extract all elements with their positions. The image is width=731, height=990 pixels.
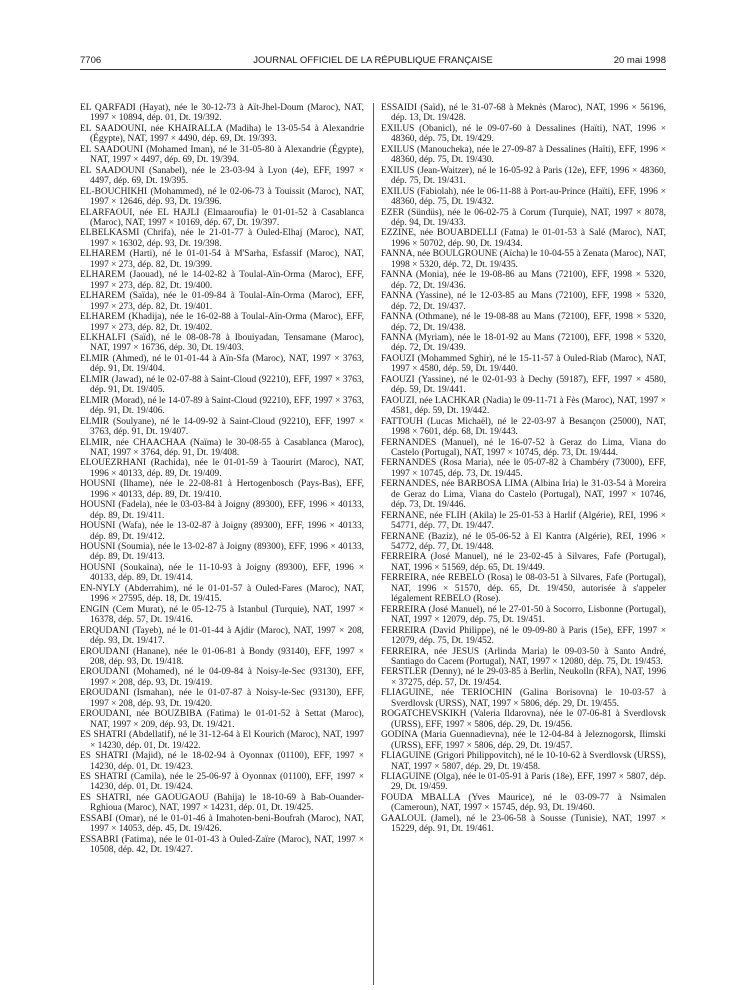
list-item: EROUDANI (Hanane), née le 01-06-81 à Bondy (93140), EFF, 1997 × 208, dép. 93, Dt. 19/418. <box>80 646 364 668</box>
list-item: FERSTLER (Denny), né le 29-03-85 à Berlin, Neukolln (RFA), NAT, 1996 × 37275, dép. 57, Dt. 19/454. <box>381 667 666 688</box>
list-item: EROUDANI (Mohamed), né le 04-09-84 à Noisy-le-Sec (93130), EFF, 1997 × 208, dép. 93, Dt. 19/419. <box>80 667 364 688</box>
list-item: EROUDANI (Ismahan), née le 01-07-87 à Noisy-le-Sec (93130), EFF, 1997 × 208, dép. 93, Dt. 19/420. <box>80 688 364 709</box>
list-item: ESSABRI (Fatima), née le 01-01-43 à Ouled-Zaïre (Maroc), NAT, 1997 × 10508, dép. 42, Dt. 19/427. <box>80 834 364 856</box>
list-item: ELMIR (Ahmed), né le 01-01-44 à Aïn-Sfa (Maroc), NAT, 1997 × 3763, dép. 91, Dt. 19/404. <box>80 353 364 375</box>
list-item: FANNA (Yassine), né le 12-03-85 au Mans (72100), EFF, 1998 × 5320, dép. 72, Dt. 19/437. <box>381 291 666 312</box>
list-item: FANNA, née BOULGROUNE (Aïcha) le 10-04-55 à Zenata (Maroc), NAT, 1998 × 5320, dép. 72, Dt. 19/435. <box>381 249 666 270</box>
list-item: ELHAREM (Jaouad), né le 14-02-82 à Toulal-Aïn-Orma (Maroc), EFF, 1997 × 273, dép. 82, Dt. 19/400. <box>80 270 364 291</box>
list-item: FANNA (Myriam), née le 18-01-92 au Mans (72100), EFF, 1998 × 5320, dép. 72, Dt. 19/439. <box>381 332 666 354</box>
list-item: ELHAREM (Saïda), née le 01-09-84 à Toulal-Aïn-Orma (Maroc), EFF, 1997 × 273, dép. 82, Dt. 19/401. <box>80 291 364 312</box>
list-item: ELMIR (Morad), né le 14-07-89 à Saint-Cloud (92210), EFF, 1997 × 3763, dép. 91, Dt. 19/406. <box>80 395 364 417</box>
list-item: ROGATCHEVSKIKH (Valeria Ildarovna), née le 07-06-81 à Sverdlovsk (URSS), EFF, 1997 × 5806, dép. 29, Dt. 19/456. <box>381 709 666 730</box>
list-item: ELOUEZRHANI (Rachida), née le 01-01-59 à Taourirt (Maroc), NAT, 1996 × 40133, dép. 89, Dt. 19/409. <box>80 458 364 479</box>
list-item: ERQUDANI (Tayeb), né le 01-01-44 à Ajdir (Maroc), NAT, 1997 × 208, dép. 93, Dt. 19/417. <box>80 625 364 647</box>
list-item: ENGIN (Cem Murat), né le 05-12-75 à Istanbul (Turquie), NAT, 1997 × 16378, dép. 57, Dt. 19/416. <box>80 604 364 626</box>
left-column <box>80 103 364 856</box>
list-item: FOUDA MBALLA (Yves Maurice), né le 03-09-77 à Nsimalen (Cameroun), NAT, 1997 × 15745, dép. 93, Dt. 19/460. <box>381 792 666 814</box>
list-item: ELKHALFI (Saïd), né le 08-08-78 à Ibouiyadan, Tensamane (Maroc), NAT, 1997 × 16736, dép. 30, Dt. 19/403. <box>80 332 364 354</box>
column-divider <box>373 103 374 985</box>
page-number: 7706 <box>80 55 102 66</box>
list-item: ELARFAOUI, née EL HAJLI (Elmaaroufia) le 01-01-52 à Casablanca (Maroc), NAT, 1997 × 10169, dép. 67, Dt. 19/397. <box>80 207 364 228</box>
list-item: HOUSNI (Soumia), née le 13-02-87 à Joigny (89300), EFF, 1996 × 40133, dép. 89, Dt. 19/413. <box>80 542 364 563</box>
list-item: HOUSNI (Wafa), née le 13-02-87 à Joigny (89300), EFF, 1996 × 40133, dép. 89, Dt. 19/412. <box>80 521 364 542</box>
list-item: EL SAADOUNI (Mohamed Iman), né le 31-05-80 à Alexandrie (Égypte), NAT, 1997 × 4497, dép. 69, Dt. 19/394. <box>80 144 364 166</box>
list-item: EN-NYLY (Abderrahim), né le 01-01-57 à Ouled-Fares (Maroc), NAT, 1996 × 27595, dép. 18, Dt. 19/415. <box>80 583 364 605</box>
page-header <box>80 55 666 69</box>
list-item: ELMIR (Jawad), né le 02-07-88 à Saint-Cloud (92210), EFF, 1997 × 3763, dép. 91, Dt. 19/405. <box>80 374 364 396</box>
header-rule <box>80 69 666 70</box>
list-item: FERNANDES (Rosa Maria), née le 05-07-82 à Chambéry (73000), EFF, 1997 × 10745, dép. 73, Dt. 19/445. <box>381 458 666 479</box>
list-item: FERREIRA (David Philippe), né le 09-09-80 à Paris (15e), EFF, 1997 × 12079, dép. 75, Dt. 19/452. <box>381 625 666 647</box>
list-item: EL SAADOUNI (Sanabel), née le 23-03-94 à Lyon (4e), EFF, 1997 × 4497, dép. 69, Dt. 19/395. <box>80 165 364 187</box>
list-item: ELHAREM (Harti), né le 01-01-54 à M'Sarha, Esfassif (Maroc), NAT, 1997 × 273, dép. 82, Dt. 19/399. <box>80 249 364 270</box>
right-column <box>381 103 666 835</box>
issue-date: 20 mai 1998 <box>613 55 666 66</box>
list-item: ELMIR, née CHAACHAA (Naïma) le 30-08-55 à Casablanca (Maroc), NAT, 1997 × 3764, dép. 91, Dt. 19/408. <box>80 437 364 458</box>
list-item: EXILUS (Manoucheka), née le 27-09-87 à Dessalines (Haïti), EFF, 1996 × 48360, dép. 75, Dt. 19/430. <box>381 144 666 166</box>
list-item: FERREIRA, née JESUS (Arlinda Maria) le 09-03-50 à Santo André, Santiago do Cacem (Portugal), NAT, 1997 × 12080, dép. 75, Dt. 19/453. <box>381 646 666 668</box>
list-item: FERNANE (Baziz), né le 05-06-52 à El Kantra (Algérie), REI, 1996 × 54772, dép. 77, Dt. 19/448. <box>381 531 666 553</box>
list-item: EL QARFADI (Hayat), née le 30-12-73 à Aït-Jhel-Doum (Maroc), NAT, 1997 × 10894, dép. 01, Dt. 19/392. <box>80 103 364 124</box>
list-item: EXILUS (Fabiolah), née le 06-11-88 à Port-au-Prince (Haïti), EFF, 1996 × 48360, dép. 75, Dt. 19/432. <box>381 186 666 208</box>
list-item: EL-BOUCHIKHI (Mohammed), né le 02-06-73 à Touissit (Maroc), NAT, 1997 × 12646, dép. 93, Dt. 19/396. <box>80 186 364 208</box>
list-item: FERNANE, née FLIH (Akila) le 25-01-53 à Harlif (Algérie), REI, 1996 × 54771, dép. 77, Dt. 19/447. <box>381 510 666 532</box>
list-item: FAOUZI (Yassine), né le 02-01-93 à Dechy (59187), EFF, 1997 × 4580, dép. 59, Dt. 19/441. <box>381 374 666 396</box>
list-item: GODINA (Maria Guennadievna), née le 12-04-84 à Jeleznogorsk, Ilimski (URSS), EFF, 1997 × 5806, dép. 29, Dt. 19/457. <box>381 730 666 751</box>
list-item: EZER (Sündüs), née le 06-02-75 à Corum (Turquie), NAT, 1997 × 8078, dép. 94, Dt. 19/433. <box>381 207 666 228</box>
list-item: EXILUS (Obanicl), né le 09-07-60 à Dessalines (Haïti), NAT, 1996 × 48360, dép. 75, Dt. 19/429. <box>381 123 666 145</box>
list-item: FERREIRA (José Manuel), né le 23-02-45 à Silvares, Fafe (Portugal), NAT, 1996 × 51569, dép. 65, Dt. 19/449. <box>381 552 666 573</box>
list-item: FAOUZI (Mohammed Sghir), né le 15-11-57 à Ouled-Riab (Maroc), NAT, 1997 × 4580, dép. 59, Dt. 19/440. <box>381 353 666 375</box>
list-item: EZZINE, née BOUABDELLI (Fatna) le 01-01-53 à Salé (Maroc), NAT, 1996 × 50702, dép. 90, Dt. 19/434. <box>381 228 666 249</box>
list-item: ES SHATRI (Camila), née le 25-06-97 à Oyonnax (01100), EFF, 1997 × 14230, dép. 01, Dt. 19/424. <box>80 772 364 793</box>
list-item: ES SHATRI, née GAOUGAOU (Bahija) le 18-10-69 à Bab-Ouander-Rghioua (Maroc), NAT, 1997 × 14231, dép. 01, Dt. 19/425. <box>80 792 364 814</box>
list-item: ES SHATRI (Abdellatif), né le 31-12-64 à El Kourich (Maroc), NAT, 1997 × 14230, dép. 01, Dt. 19/422. <box>80 730 364 751</box>
list-item: ESSAIDI (Saïd), né le 31-07-68 à Meknès (Maroc), NAT, 1996 × 56196, dép. 13, Dt. 19/428. <box>381 103 666 124</box>
list-item: FERREIRA, née REBELO (Rosa) le 08-03-51 à Silvares, Fafe (Portugal), NAT, 1996 × 51570, dép. 65, Dt. 19/450, autorisée à s'appeler légalement REBELO (Rose). <box>381 573 666 605</box>
list-item: ELBELKASMI (Chrifa), née le 21-01-77 à Ouled-Elhaj (Maroc), NAT, 1997 × 16302, dép. 93, Dt. 19/398. <box>80 228 364 249</box>
journal-title: JOURNAL OFFICIEL DE LA RÉPUBLIQUE FRANÇAISE <box>253 55 493 66</box>
list-item: FERREIRA (José Manuel), né le 27-01-50 à Socorro, Lisbonne (Portugal), NAT, 1997 × 12079, dép. 75, Dt. 19/451. <box>381 604 666 626</box>
list-item: ELMIR (Soulyane), né le 14-09-92 à Saint-Cloud (92210), EFF, 1997 × 3763, dép. 91, Dt. 19/407. <box>80 416 364 438</box>
list-item: FATTOUH (Lucas Michaël), né le 22-03-97 à Besançon (25000), NAT, 1998 × 7601, dép. 68, Dt. 19/443. <box>381 416 666 438</box>
list-item: FLIAGUINE, née TERIOCHIN (Galina Borisovna) le 10-03-57 à Sverdlovsk (URSS), NAT, 1997 × 5806, dép. 29, Dt. 19/455. <box>381 688 666 709</box>
list-item: FLIAGUINE (Grigori Philippovitch), né le 10-10-62 à Sverdlovsk (URSS), NAT, 1997 × 5807, dép. 29, Dt. 19/458. <box>381 751 666 772</box>
list-item: FANNA (Monia), née le 19-08-86 au Mans (72100), EFF, 1998 × 5320, dép. 72, Dt. 19/436. <box>381 270 666 291</box>
list-item: HOUSNI (Soukaïna), née le 11-10-93 à Joigny (89300), EFF, 1996 × 40133, dép. 89, Dt. 19/414. <box>80 562 364 584</box>
list-item: GAALOUL (Jamel), né le 23-06-58 à Sousse (Tunisie), NAT, 1997 × 15229, dép. 91, Dt. 19/461. <box>381 813 666 835</box>
list-item: EL SAADOUNI, née KHAIRALLA (Madiha) le 13-05-54 à Alexandrie (Égypte), NAT, 1997 × 4490, dép. 69, Dt. 19/393. <box>80 123 364 145</box>
list-item: EROUDANI, née BOUZBIBA (Fatima) le 01-01-52 à Settat (Maroc), NAT, 1997 × 209, dép. 93, Dt. 19/421. <box>80 709 364 730</box>
list-item: FLIAGUINE (Olga), née le 01-05-91 à Paris (18e), EFF, 1997 × 5807, dép. 29, Dt. 19/459. <box>381 772 666 793</box>
list-item: EXILUS (Jean-Waitzer), né le 16-05-92 à Paris (12e), EFF, 1996 × 48360, dép. 75, Dt. 19/431. <box>381 165 666 187</box>
list-item: FERNANDES, née BARBOSA LIMA (Albina Iria) le 31-03-54 à Moreira de Geraz do Lima, Viana do Castelo (Portugal), NAT, 1997 × 10746, dép. 73, Dt. 19/446. <box>381 479 666 511</box>
list-item: FANNA (Othmane), né le 19-08-88 au Mans (72100), EFF, 1998 × 5320, dép. 72, Dt. 19/438. <box>381 312 666 333</box>
list-item: ESSABI (Omar), né le 01-01-46 à Imahoten-beni-Boufrah (Maroc), NAT, 1997 × 14053, dép. 45, Dt. 19/426. <box>80 813 364 835</box>
list-item: ELHAREM (Khadija), née le 16-02-88 à Toulal-Aïn-Orma (Maroc), EFF, 1997 × 273, dép. 82, Dt. 19/402. <box>80 312 364 333</box>
list-item: HOUSNI (Ilhame), née le 22-08-81 à Hertogenbosch (Pays-Bas), EFF, 1996 × 40133, dép. 89, Dt. 19/410. <box>80 479 364 500</box>
list-item: FERNANDES (Manuel), né le 16-07-52 à Geraz do Lima, Viana do Castelo (Portugal), NAT, 1997 × 10745, dép. 73, Dt. 19/444. <box>381 437 666 458</box>
list-item: HOUSNI (Fadela), née le 03-03-84 à Joigny (89300), EFF, 1996 × 40133, dép. 89, Dt. 19/411. <box>80 500 364 521</box>
list-item: ES SHATRI (Majid), né le 18-02-94 à Oyonnax (01100), EFF, 1997 × 14230, dép. 01, Dt. 19/423. <box>80 751 364 772</box>
list-item: FAOUZI, née LACHKAR (Nadia) le 09-11-71 à Fès (Maroc), NAT, 1997 × 4581, dép. 59, Dt. 19/442. <box>381 395 666 417</box>
